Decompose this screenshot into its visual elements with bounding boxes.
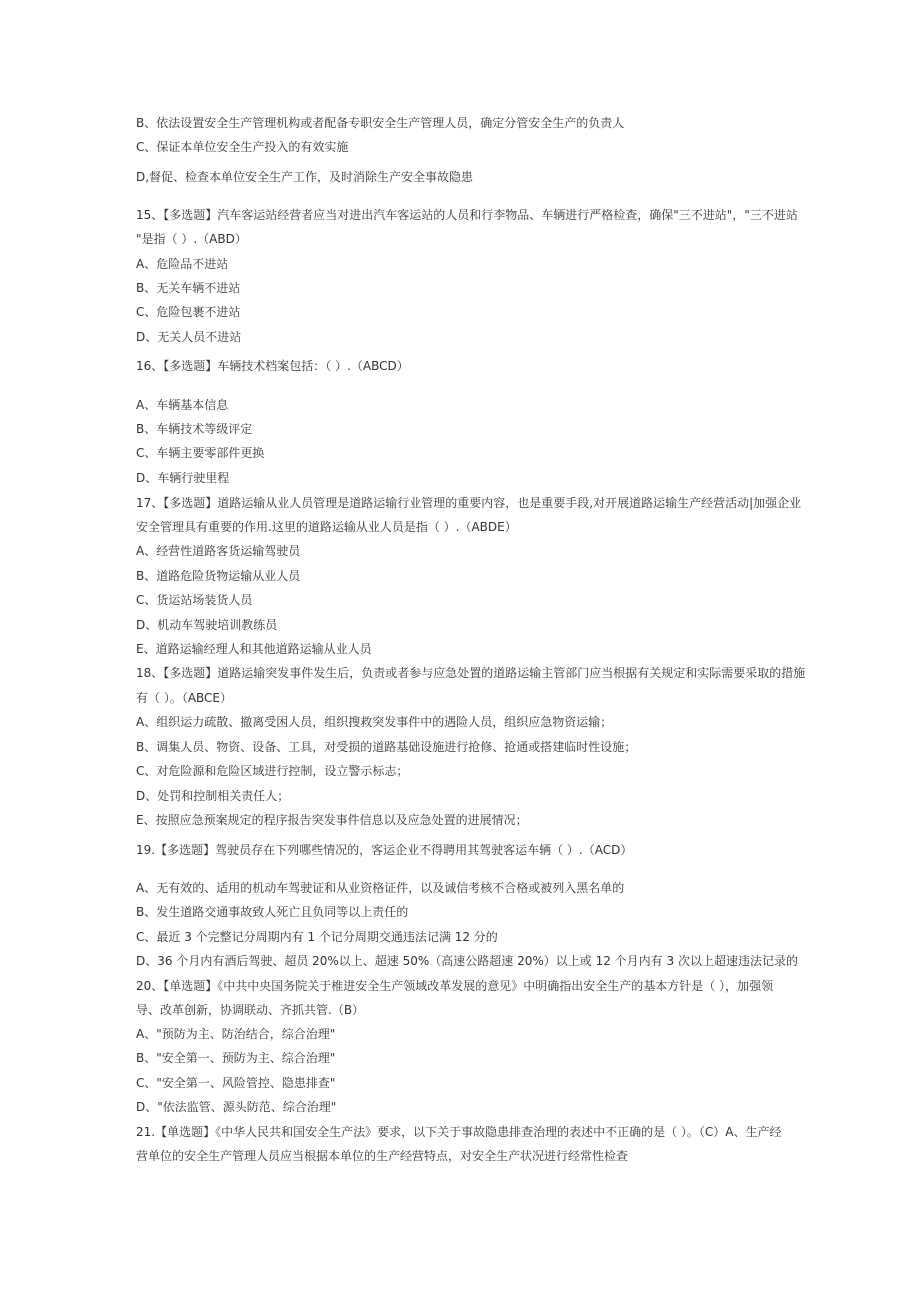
- text-line: B、车辆技术等级评定: [136, 422, 253, 436]
- text-line: 16、【多选题】车辆技术档案包括：（ ）.（ABCD）: [136, 359, 409, 373]
- text-line: 安全管理具有重要的作用.这里的道路运输从业人员是指（ ）.（ABDE）: [136, 520, 517, 534]
- text-line: D、"依法监管、源头防范、综合治理": [136, 1100, 337, 1114]
- text-line: A、经营性道路客货运输驾驶员: [136, 544, 301, 558]
- text-line: B、"安全第一、预防为主、综合治理": [136, 1051, 336, 1065]
- text-line: C、"安全第一、风险管控、隐患排查": [136, 1076, 336, 1090]
- text-line: B、道路危险货物运输从业人员: [136, 569, 301, 583]
- text-line: 21.【单选题】《中华人民共和国安全生产法》要求，以下关于事故隐患排查治理的表述中不正确的是（ ）。（C）A、生产经: [136, 1125, 782, 1139]
- text-line: E、道路运输经理人和其他道路运输从业人员: [136, 642, 372, 656]
- text-line: 18、【多选题】道路运输突发事件发生后，负责或者参与应急处置的道路运输主管部门应当根据有关规定和实际需要采取的措施: [136, 666, 806, 680]
- text-line: B、无关车辆不进站: [136, 281, 241, 295]
- text-line: 17、【多选题】道路运输从业人员管理是道路运输行业管理的重要内容，也是重要手段,对开展道路运输生产经营活动|加强企业: [136, 496, 802, 510]
- text-line: A、危险品不进站: [136, 257, 229, 271]
- text-line: "是指（ ）.（ABD）: [136, 232, 247, 246]
- text-line: D、机动车驾驶培训教练员: [136, 618, 278, 632]
- text-line: B、依法设置安全生产管理机构或者配备专职安全生产管理人员，确定分管安全生产的负责人: [136, 116, 625, 130]
- text-line: D、处罚和控制相关责任人；: [136, 789, 290, 803]
- text-line: C、车辆主要零部件更换: [136, 446, 265, 460]
- text-line: B、发生道路交通事故致人死亡且负同等以上责任的: [136, 905, 409, 919]
- text-line: C、保证本单位安全生产投入的有效实施: [136, 140, 349, 154]
- text-line: D、车辆行驶里程: [136, 471, 230, 485]
- text-line: C、货运站场装货人员: [136, 593, 253, 607]
- text-line: C、对危险源和危险区域进行控制，设立警示标志；: [136, 764, 409, 778]
- text-line: D、36 个月内有酒后驾驶、超员 20%以上、超速 50%（高速公路超速 20%）以上或 12 个月内有 3 次以上超速违法记录的: [136, 954, 798, 968]
- text-line: 20、【单选题】《中共中央国务院关于椎进安全生产领域改革发展的意见》中明确指出安全生产的基本方针是（ ），加强领: [136, 979, 774, 993]
- text-line: A、"预防为主、防治结合，综合治理": [136, 1027, 336, 1041]
- text-line: E、按照应急预案规定的程序报告突发事件信息以及应急处置的进展情况；: [136, 813, 528, 827]
- text-line: C、危险包裹不进站: [136, 305, 241, 319]
- text-line: A、车辆基本信息: [136, 398, 229, 412]
- text-line: 导、改革创新，协调联动、齐抓共管.（B）: [136, 1003, 365, 1017]
- text-line: A、组织运力疏散、撤离受困人员，组织搜救突发事件中的遇险人员，组织应急物资运输；: [136, 715, 613, 729]
- text-line: 19.【多选题】驾驶员存在下列哪些情况的，客运企业不得聘用其驾驶客运车辆（ ）.（ACD）: [136, 843, 633, 857]
- text-line: 15、【多选题】汽车客运站经营者应当对进出汽车客运站的人员和行李物品、车辆进行严格检查，确保"三不进站"，"三不进站: [136, 208, 798, 222]
- text-line: 营单位的安全生产管理人员应当根据本单位的生产经营特点，对安全生产状况进行经常性检查: [136, 1149, 629, 1163]
- text-line: A、无有效的、适用的机动车驾驶证和从业资格证件，以及诚信考核不合格或被列入黑名单的: [136, 881, 625, 895]
- text-line: B、调集人员、物资、设备、工具，对受损的道路基础设施进行抢修、抢通或搭建临时性设施；: [136, 740, 637, 754]
- text-line: C、最近 3 个完整记分周期内有 1 个记分周期交通违法记满 12 分的: [136, 930, 498, 944]
- text-line: D,督促、检查本单位安全生产工作，及时消除生产安全事故隐患: [136, 170, 474, 184]
- text-line: 有（ ）。（ABCE）: [136, 691, 233, 705]
- text-line: D、无关人员不进站: [136, 330, 242, 344]
